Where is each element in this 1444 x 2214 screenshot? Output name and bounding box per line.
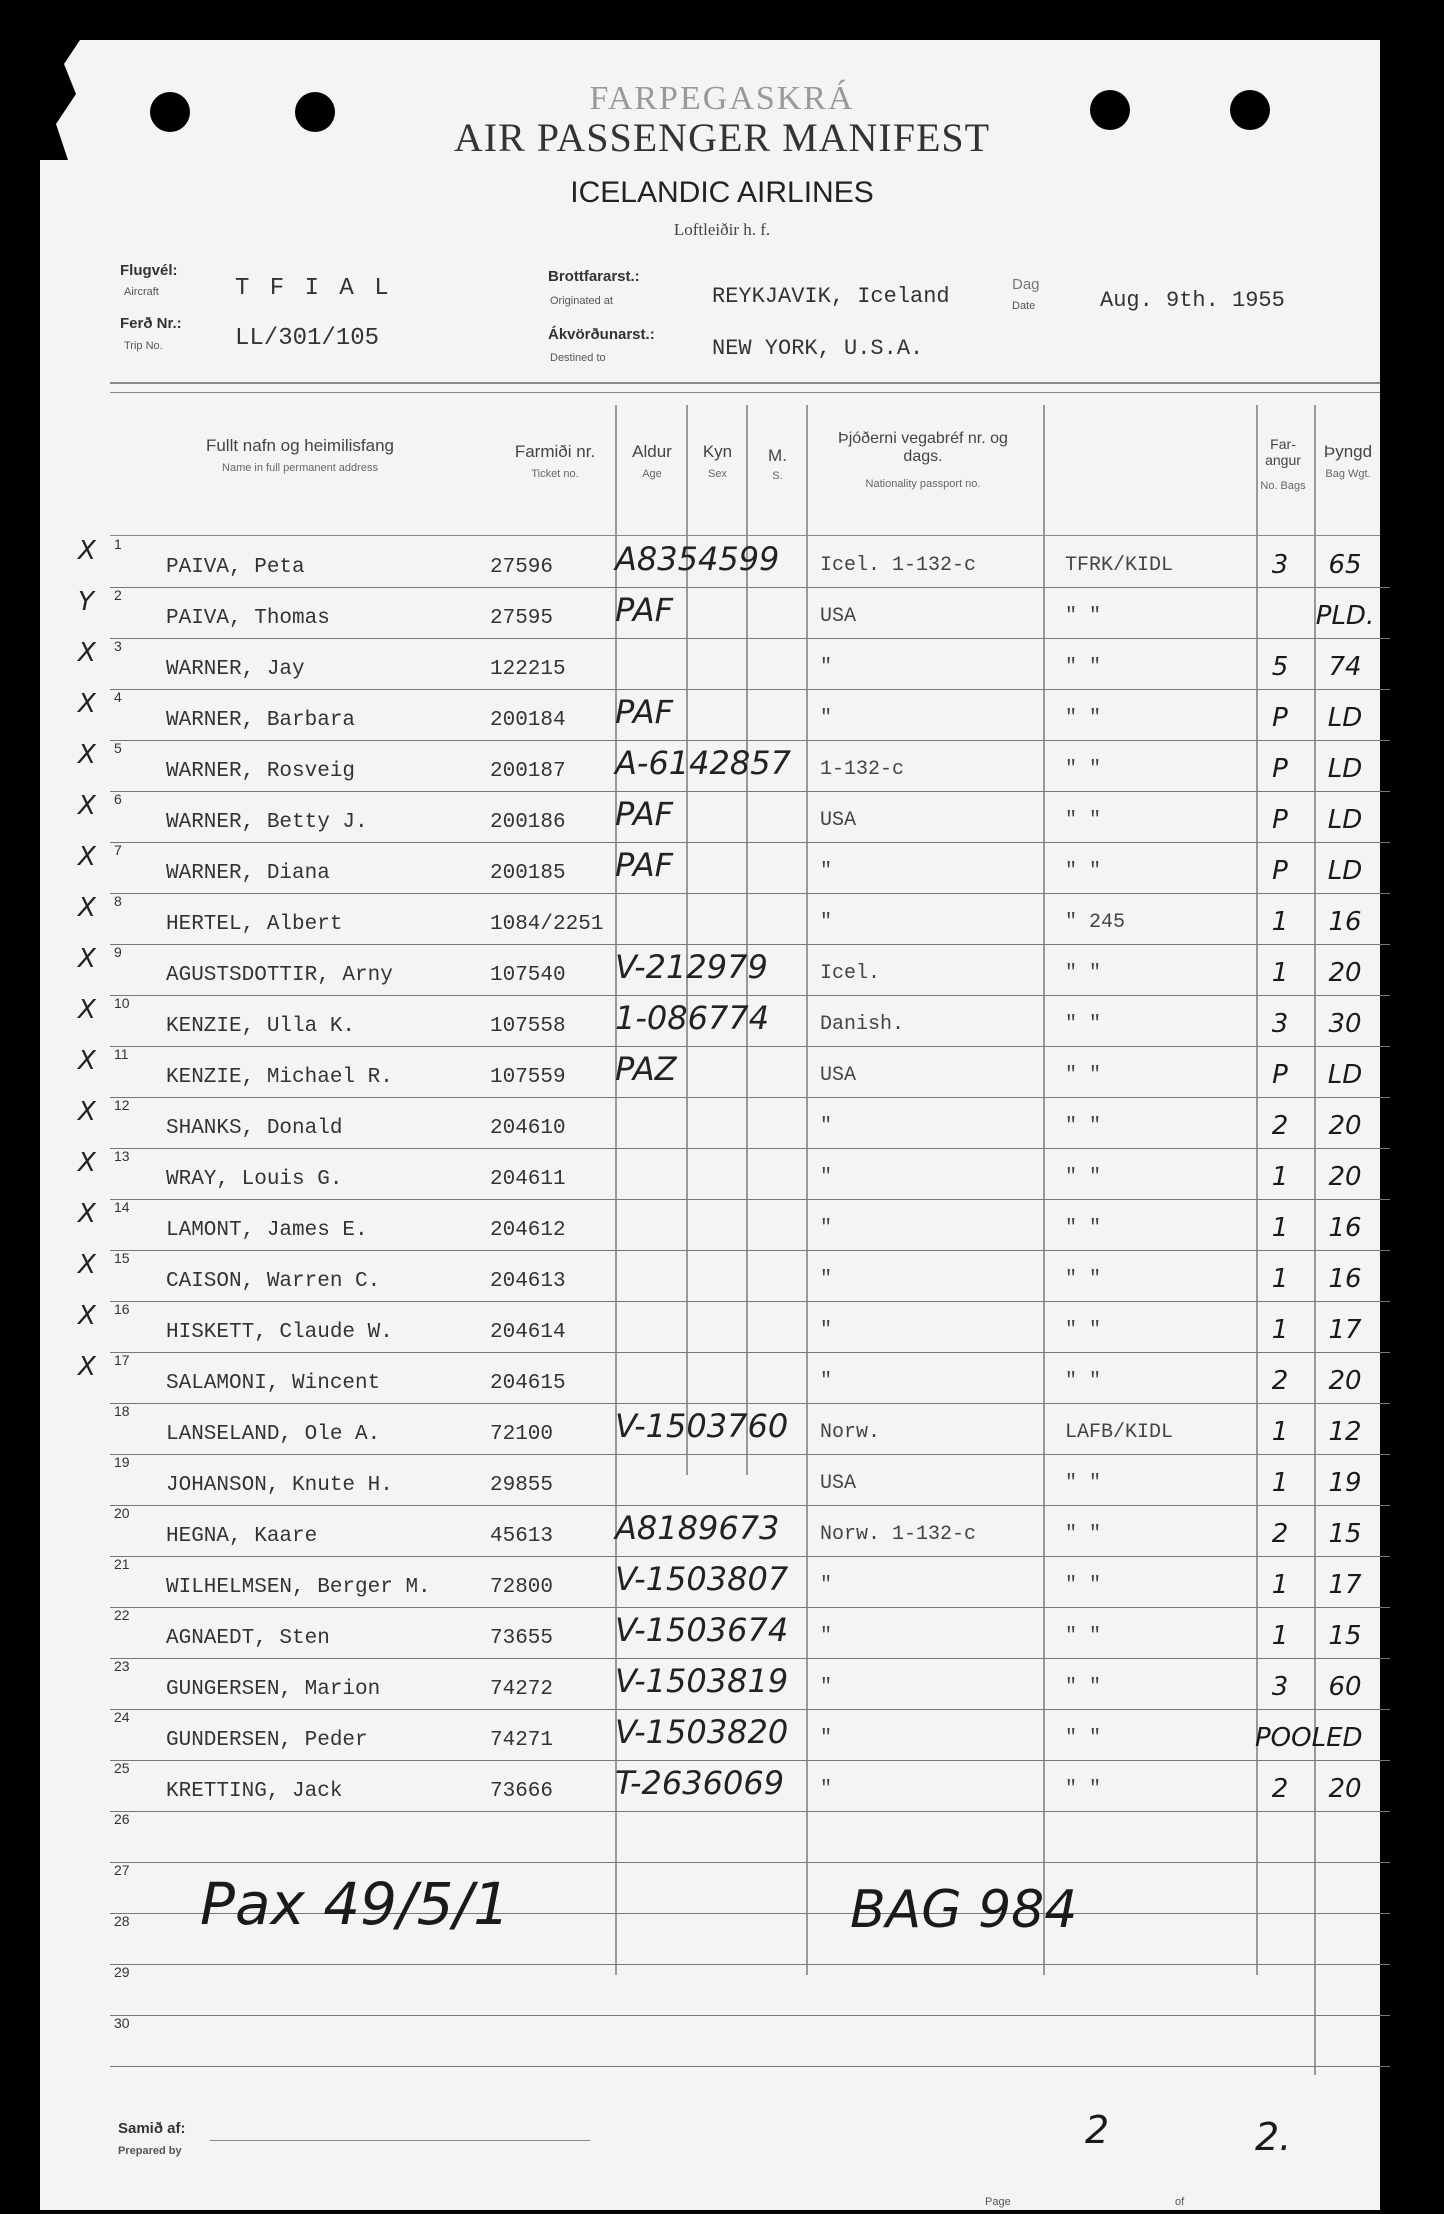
bag-count: 2: [1271, 1111, 1289, 1141]
row-number: 27: [114, 1862, 130, 1878]
passenger-name: AGUSTSDOTTIR, Arny: [166, 964, 393, 987]
row-number: 28: [114, 1913, 130, 1929]
nationality: USA: [820, 605, 857, 628]
bag-count: 3: [1271, 550, 1289, 580]
trip-label-en: Trip No.: [124, 340, 163, 352]
nationality: 1-132-c: [820, 758, 905, 781]
ticket-number: 200186: [490, 811, 566, 834]
route: " ": [1065, 1319, 1102, 1342]
ticket-number: 107559: [490, 1066, 566, 1089]
passport-number: V-1503820: [615, 1713, 789, 1751]
route: " 245: [1065, 911, 1126, 934]
bag-count: 1: [1271, 1417, 1289, 1447]
nationality: ": [820, 1676, 833, 1699]
bag-weight: 60: [1328, 1672, 1362, 1702]
check-mark: X: [78, 536, 96, 566]
table-row: [78, 995, 1390, 1047]
prepared-by-label-en: Prepared by: [118, 2145, 182, 2157]
bag-count: 3: [1271, 1009, 1289, 1039]
nationality: USA: [820, 1472, 857, 1495]
title-icelandic: FARPEGASKRÁ: [589, 80, 855, 117]
route: " ": [1065, 656, 1102, 679]
bag-weight: LD: [1327, 754, 1363, 784]
check-mark: X: [78, 791, 96, 821]
bag-count: P: [1272, 703, 1288, 733]
table-row: [110, 2015, 1390, 2067]
passenger-name: GUNDERSEN, Peder: [166, 1729, 368, 1752]
row-number: 15: [114, 1250, 130, 1266]
ticket-number: 73655: [490, 1627, 554, 1650]
table-row: [78, 1199, 1390, 1251]
table-row: [78, 1301, 1390, 1353]
table-row: [110, 1607, 1390, 1659]
nationality: USA: [820, 809, 857, 832]
ticket-number: 107540: [490, 964, 566, 987]
row-number: 12: [114, 1097, 130, 1113]
bag-weight: 17: [1328, 1315, 1362, 1345]
ticket-number: 122215: [490, 658, 566, 681]
bag-weight: PLD.: [1315, 601, 1375, 631]
passenger-name: WARNER, Diana: [166, 862, 330, 885]
col-ms-header-en: S.: [772, 470, 783, 482]
bag-weight: LD: [1327, 856, 1363, 886]
passenger-name: WARNER, Barbara: [166, 709, 356, 732]
ticket-number: 74271: [490, 1729, 554, 1752]
route: " ": [1065, 1472, 1102, 1495]
route: " ": [1065, 962, 1102, 985]
bag-weight: LD: [1327, 703, 1363, 733]
passenger-name: WILHELMSEN, Berger M.: [166, 1576, 431, 1599]
check-mark: X: [78, 740, 96, 770]
bag-weight: 16: [1328, 1213, 1362, 1243]
ticket-number: 204611: [490, 1168, 566, 1191]
nationality: Icel. 1-132-c: [820, 554, 977, 577]
route: " ": [1065, 1013, 1102, 1036]
table-row: [78, 1097, 1390, 1149]
row-number: 14: [114, 1199, 130, 1215]
nationality: ": [820, 1370, 833, 1393]
date-label-en: Date: [1012, 300, 1036, 312]
bag-count: 3: [1271, 1672, 1289, 1702]
route: " ": [1065, 758, 1102, 781]
route: " ": [1065, 1166, 1102, 1189]
bag-count: P: [1272, 754, 1288, 784]
route: " ": [1065, 1217, 1102, 1240]
ticket-number: 200185: [490, 862, 566, 885]
passenger-name: GUNGERSEN, Marion: [166, 1678, 381, 1701]
header-divider: [110, 392, 1380, 393]
bag-weight: 15: [1328, 1519, 1362, 1549]
bag-count: 1: [1271, 1315, 1289, 1345]
passenger-name: WRAY, Louis G.: [166, 1168, 343, 1191]
row-number: 10: [114, 995, 130, 1011]
passenger-name: HERTEL, Albert: [166, 913, 343, 936]
date-label: Dag: [1012, 276, 1040, 293]
passenger-name: LANSELAND, Ole A.: [166, 1423, 381, 1446]
check-mark: X: [78, 995, 96, 1025]
passenger-name: HEGNA, Kaare: [166, 1525, 318, 1548]
nationality: USA: [820, 1064, 857, 1087]
bag-count: 1: [1271, 1264, 1289, 1294]
route: " ": [1065, 1625, 1102, 1648]
prepared-by-label: Samið af:: [118, 2120, 186, 2137]
bag-weight: 20: [1328, 1774, 1362, 1804]
col-ticket-header: Farmiði nr.: [514, 442, 596, 461]
ticket-number: 107558: [490, 1015, 566, 1038]
passenger-name: AGNAEDT, Sten: [166, 1627, 330, 1650]
bag-weight: 20: [1328, 1111, 1362, 1141]
col-name-header-en: Name in full permanent address: [222, 462, 378, 474]
check-mark: X: [78, 638, 96, 668]
check-mark: X: [78, 1046, 96, 1076]
table-row: [78, 944, 1390, 996]
col-ticket-header-en: Ticket no.: [531, 468, 579, 480]
trip-value: LL/301/105: [235, 325, 380, 352]
passenger-name: KENZIE, Michael R.: [166, 1066, 393, 1089]
passport-number: A8189673: [615, 1509, 780, 1547]
row-number: 1: [114, 536, 122, 552]
check-mark: Y: [78, 587, 94, 617]
passenger-name: SHANKS, Donald: [166, 1117, 343, 1140]
bag-count: 5: [1271, 652, 1289, 682]
bag-count: P: [1272, 1060, 1288, 1090]
route: " ": [1065, 1523, 1102, 1546]
row-number: 25: [114, 1760, 130, 1776]
ticket-number: 29855: [490, 1474, 554, 1497]
check-mark: X: [78, 1148, 96, 1178]
col-name-header: Fullt nafn og heimilisfang: [205, 436, 395, 455]
ticket-number: 204610: [490, 1117, 566, 1140]
row-number: 29: [114, 1964, 130, 1980]
col-weight-header: Þyngd: [1323, 442, 1373, 461]
check-mark: X: [78, 944, 96, 974]
nationality: ": [820, 1115, 833, 1138]
row-number: 17: [114, 1352, 130, 1368]
bag-weight: 19: [1328, 1468, 1362, 1498]
table-row: [110, 1709, 1390, 1761]
route: " ": [1065, 707, 1102, 730]
bag-count: P: [1272, 805, 1288, 835]
date-value: Aug. 9th. 1955: [1100, 288, 1285, 313]
col-ms-header: M.: [768, 446, 787, 465]
bag-count: 1: [1271, 1213, 1289, 1243]
nationality: ": [820, 1166, 833, 1189]
table-row: [78, 1352, 1390, 1404]
aircraft-label-en: Aircraft: [124, 286, 159, 298]
passport-number: V-1503674: [615, 1611, 789, 1649]
nationality: ": [820, 860, 833, 883]
route: " ": [1065, 860, 1102, 883]
row-number: 9: [114, 944, 122, 960]
col-age-header-en: Age: [642, 468, 662, 480]
ticket-number: 204615: [490, 1372, 566, 1395]
origin-label: Brottfararst.:: [548, 268, 640, 285]
table-row: [78, 842, 1390, 894]
bag-weight: LD: [1327, 1060, 1363, 1090]
passport-number: PAZ: [615, 1050, 677, 1088]
passenger-name: PAIVA, Thomas: [166, 607, 330, 630]
passport-number: T-2636069: [615, 1764, 785, 1802]
bag-weight: 20: [1328, 1162, 1362, 1192]
bag-weight: 17: [1328, 1570, 1362, 1600]
col-nationality-header: Þjóðerni vegabréf nr. og dags.: [838, 430, 1008, 465]
route: " ": [1065, 1064, 1102, 1087]
passenger-name: KRETTING, Jack: [166, 1780, 343, 1803]
route: LAFB/KIDL: [1065, 1421, 1174, 1444]
route: " ": [1065, 1574, 1102, 1597]
bag-total: BAG 984: [850, 1880, 1078, 1940]
table-row: [110, 1505, 1390, 1557]
passport-number: V-1503807: [615, 1560, 789, 1598]
bag-count: P: [1272, 856, 1288, 886]
passenger-name: WARNER, Jay: [166, 658, 305, 681]
table-row: [78, 893, 1390, 945]
table-row: [78, 1250, 1390, 1302]
table-row: [78, 638, 1390, 690]
row-number: 30: [114, 2015, 130, 2031]
check-mark: X: [78, 1250, 96, 1280]
bag-count: 1: [1271, 1162, 1289, 1192]
passenger-name: PAIVA, Peta: [166, 556, 305, 579]
bag-count: 1: [1271, 958, 1289, 988]
passport-number: 1-086774: [615, 999, 770, 1037]
passport-number: PAF: [615, 795, 673, 833]
aircraft-value: T F I A L: [235, 275, 392, 302]
passenger-name: KENZIE, Ulla K.: [166, 1015, 356, 1038]
route: " ": [1065, 605, 1102, 628]
bag-weight: 30: [1328, 1009, 1362, 1039]
nationality: ": [820, 1319, 833, 1342]
passport-number: PAF: [615, 591, 673, 629]
check-mark: X: [78, 1301, 96, 1331]
bag-count: 1: [1271, 1570, 1289, 1600]
nationality: ": [820, 1727, 833, 1750]
passport-number: A8354599: [615, 540, 780, 578]
pax-total: Pax 49/5/1: [200, 1870, 510, 1938]
route: " ": [1065, 1676, 1102, 1699]
row-number: 26: [114, 1811, 130, 1827]
table-row: [78, 791, 1390, 843]
ticket-number: 27596: [490, 556, 554, 579]
check-mark: X: [78, 1199, 96, 1229]
nationality: ": [820, 1217, 833, 1240]
col-bags-header-en: No. Bags: [1260, 480, 1306, 492]
bag-count: 2: [1271, 1366, 1289, 1396]
table-row: [110, 1658, 1390, 1710]
origin-value: REYKJAVIK, Iceland: [712, 284, 950, 309]
ticket-number: 200184: [490, 709, 566, 732]
check-mark: X: [78, 893, 96, 923]
col-sex-header-en: Sex: [708, 468, 727, 480]
airline-name: ICELANDIC AIRLINES: [570, 176, 874, 209]
signature-line: [210, 2140, 590, 2141]
ticket-number: 74272: [490, 1678, 554, 1701]
row-number: 22: [114, 1607, 130, 1623]
title-english: AIR PASSENGER MANIFEST: [453, 115, 991, 160]
row-number: 11: [114, 1046, 129, 1062]
ticket-number: 204614: [490, 1321, 566, 1344]
nationality: ": [820, 707, 833, 730]
table-row: [78, 587, 1390, 639]
ticket-number: 72800: [490, 1576, 554, 1599]
page-label: Page: [985, 2196, 1011, 2208]
page-count: 2.: [1255, 2115, 1292, 2159]
check-mark: X: [78, 1352, 96, 1382]
col-sex-header: Kyn: [702, 442, 733, 461]
ticket-number: 72100: [490, 1423, 554, 1446]
ticket-number: 45613: [490, 1525, 554, 1548]
nationality: Danish.: [820, 1013, 905, 1036]
passport-number: V-1503819: [615, 1662, 789, 1700]
bag-count: 2: [1271, 1774, 1289, 1804]
destination-value: NEW YORK, U.S.A.: [712, 336, 924, 361]
ticket-number: 27595: [490, 607, 554, 630]
nationality: ": [820, 656, 833, 679]
bag-weight: 65: [1328, 550, 1362, 580]
passenger-name: WARNER, Rosveig: [166, 760, 356, 783]
bag-count: 2: [1271, 1519, 1289, 1549]
ticket-number: 200187: [490, 760, 566, 783]
check-mark: X: [78, 842, 96, 872]
row-number: 18: [114, 1403, 130, 1419]
route: TFRK/KIDL: [1065, 554, 1174, 577]
aircraft-label: Flugvél:: [120, 262, 178, 279]
col-age-header: Aldur: [632, 442, 672, 461]
ticket-number: 204612: [490, 1219, 566, 1242]
table-row: [110, 1964, 1390, 2016]
passport-number: PAF: [615, 846, 673, 884]
table-row: [78, 1046, 1390, 1098]
table-row: [78, 536, 1390, 588]
table-row: [110, 1760, 1390, 1812]
nationality: Icel.: [820, 962, 881, 985]
row-number: 20: [114, 1505, 130, 1521]
row-number: 7: [114, 842, 122, 858]
route: " ": [1065, 1115, 1102, 1138]
col-bags-header: Far-angur: [1265, 436, 1301, 468]
passenger-name: HISKETT, Claude W.: [166, 1321, 393, 1344]
passenger-name: SALAMONI, Wincent: [166, 1372, 381, 1395]
table-row: [78, 740, 1390, 792]
bag-count: POOLED: [1255, 1723, 1363, 1753]
nationality: ": [820, 1574, 833, 1597]
page-number: 2: [1085, 2108, 1110, 2152]
passport-number: A-6142857: [615, 744, 791, 782]
row-number: 21: [114, 1556, 130, 1572]
route: " ": [1065, 809, 1102, 832]
origin-label-en: Originated at: [550, 295, 613, 307]
ticket-number: 204613: [490, 1270, 566, 1293]
ticket-number: 73666: [490, 1780, 554, 1803]
bag-count: 1: [1271, 1468, 1289, 1498]
col-nationality-header-en: Nationality passport no.: [865, 478, 981, 490]
table-row: [78, 689, 1390, 741]
company-name: Loftleiðir h. f.: [673, 220, 771, 239]
row-number: 16: [114, 1301, 130, 1317]
table-row: [78, 1148, 1390, 1200]
passport-number: V-212979: [615, 948, 768, 986]
passenger-name: JOHANSON, Knute H.: [166, 1474, 393, 1497]
nationality: ": [820, 1778, 833, 1801]
bag-weight: 16: [1328, 907, 1362, 937]
passport-number: V-1503760: [615, 1407, 789, 1445]
row-number: 23: [114, 1658, 130, 1674]
route: " ": [1065, 1268, 1102, 1291]
header-divider: [110, 382, 1380, 384]
row-number: 8: [114, 893, 122, 909]
nationality: ": [820, 1268, 833, 1291]
bag-weight: 12: [1328, 1417, 1362, 1447]
row-number: 5: [114, 740, 122, 756]
row-number: 24: [114, 1709, 130, 1725]
trip-label: Ferð Nr.:: [120, 315, 182, 332]
route: " ": [1065, 1727, 1102, 1750]
passenger-name: LAMONT, James E.: [166, 1219, 368, 1242]
row-number: 2: [114, 587, 122, 603]
row-number: 13: [114, 1148, 130, 1164]
passport-number: PAF: [615, 693, 673, 731]
passenger-name: WARNER, Betty J.: [166, 811, 368, 834]
bag-weight: 20: [1328, 1366, 1362, 1396]
table-row: [110, 1811, 1390, 1863]
destination-label-en: Destined to: [550, 352, 606, 364]
row-number: 4: [114, 689, 122, 705]
bag-weight: 16: [1328, 1264, 1362, 1294]
bag-weight: 20: [1328, 958, 1362, 988]
col-weight-header-en: Bag Wgt.: [1325, 468, 1371, 480]
nationality: ": [820, 911, 833, 934]
nationality: Norw.: [820, 1421, 881, 1444]
bag-weight: 74: [1328, 652, 1362, 682]
bag-count: 1: [1271, 1621, 1289, 1651]
bag-count: 1: [1271, 907, 1289, 937]
bag-weight: 15: [1328, 1621, 1362, 1651]
of-label: of: [1175, 2196, 1185, 2208]
row-number: 19: [114, 1454, 130, 1470]
nationality: ": [820, 1625, 833, 1648]
ticket-number: 1084/2251: [490, 913, 604, 936]
route: " ": [1065, 1778, 1102, 1801]
check-mark: X: [78, 1097, 96, 1127]
passenger-name: CAISON, Warren C.: [166, 1270, 381, 1293]
table-row: [110, 1454, 1390, 1506]
row-number: 3: [114, 638, 122, 654]
destination-label: Ákvörðunarst.:: [548, 326, 655, 343]
table-row: [110, 1556, 1390, 1608]
nationality: Norw. 1-132-c: [820, 1523, 977, 1546]
row-number: 6: [114, 791, 122, 807]
check-mark: X: [78, 689, 96, 719]
route: " ": [1065, 1370, 1102, 1393]
bag-weight: LD: [1327, 805, 1363, 835]
table-row: [110, 1403, 1390, 1455]
